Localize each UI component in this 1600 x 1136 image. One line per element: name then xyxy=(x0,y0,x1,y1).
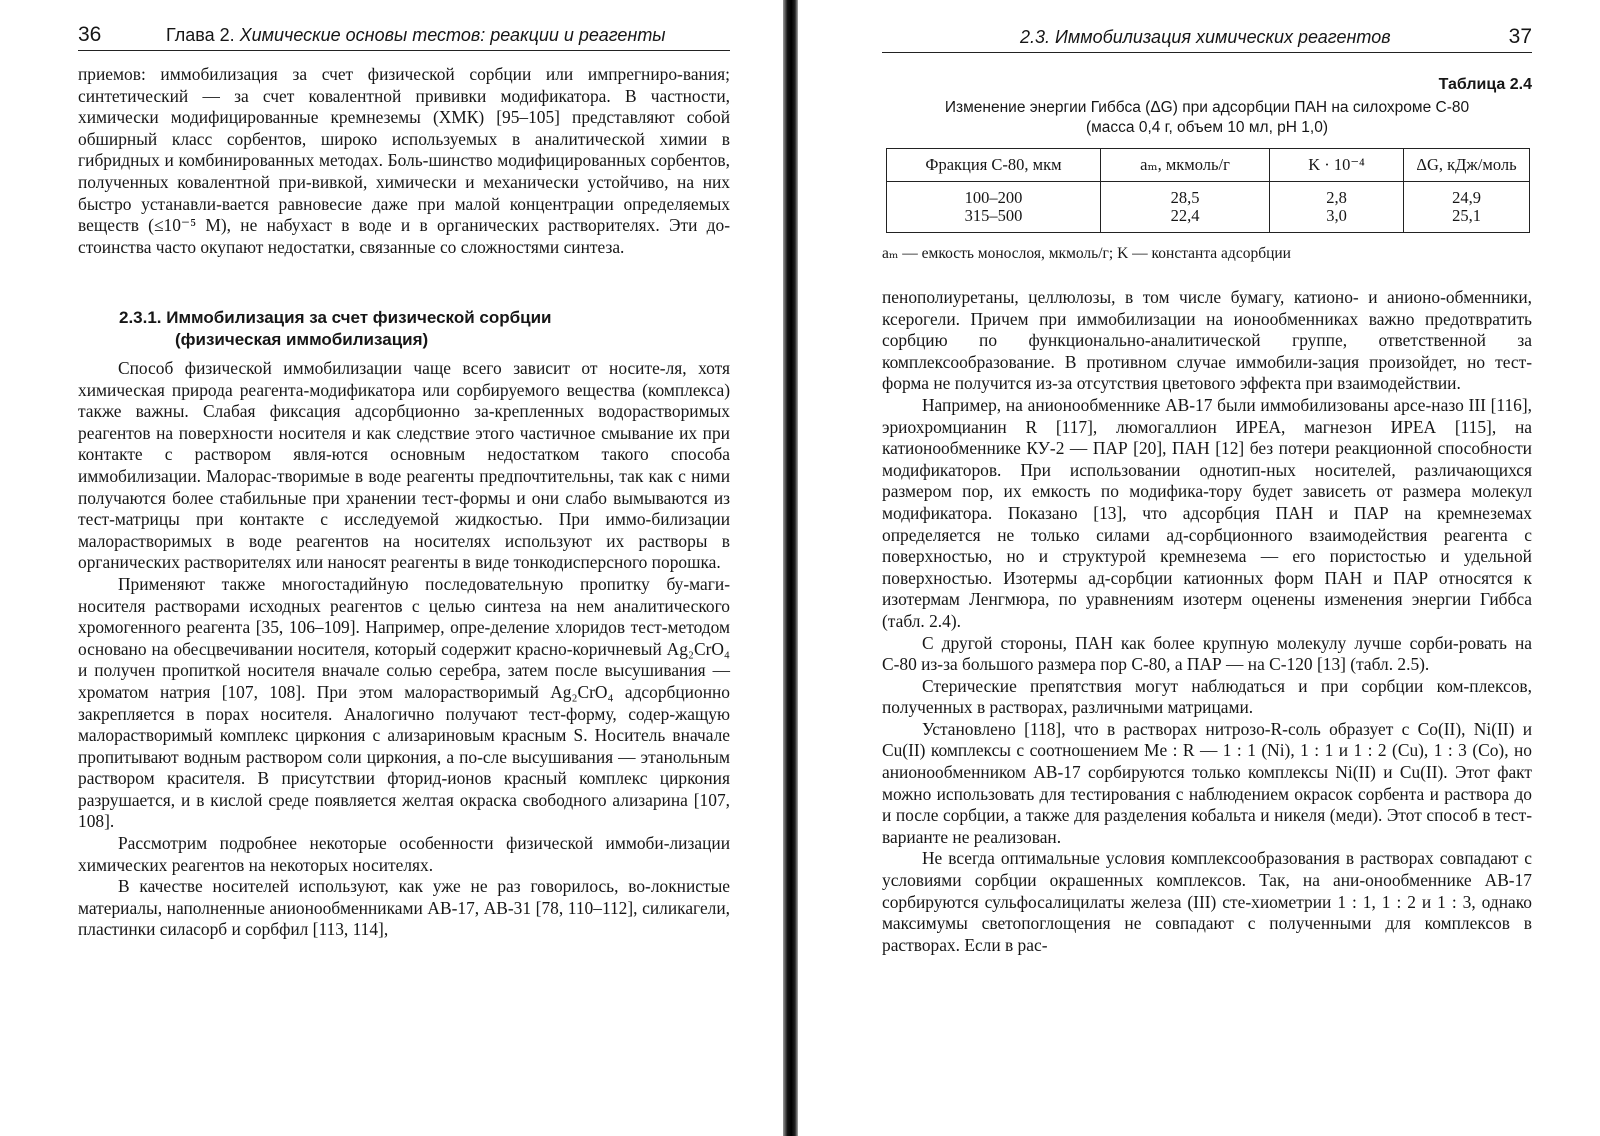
subsection-heading-line2: (физическая иммобилизация) xyxy=(175,330,429,349)
data-table xyxy=(886,148,1530,233)
table-row xyxy=(887,182,1530,208)
paragraph: Способ физической иммобилизации чаще всего зависит от носите-ля, хотя химическая природа реагента-модификатора или сорбируемого вещества (комплекса) также важны. Слабая фиксация адсорбционно за-крепленных водорастворимых реагентов на поверхности носителя и как следствие этого частичное смывание их при контакте с раствором явля-ются основным недостатком такого способа иммобилизации. Малорас-творимые в воде реагенты предпочтительны, так как с ними получаются более стабильные при хранении тест-формы и они слабо вымываются из тест-матрицы при контакте с исследуемой жидкостью. При иммо-билизации малорастворимых в воде реагентов на носителях используют их растворы в органических растворителях или наносят реагенты в виде тонкодисперсного порошка. xyxy=(78,358,730,573)
table-row xyxy=(887,207,1530,233)
column-header: ΔG, кДж/моль xyxy=(1404,149,1530,182)
intro-paragraph-block xyxy=(78,64,730,258)
paragraph: В качестве носителей используют, как уже не раз говорилось, во-локнистые материалы, наполненные анионообменниками АВ-17, АВ-31 [78, 110–112], силикагели, пластинки силасорб и сорбфил [113, 114], xyxy=(78,876,730,940)
paragraph: Рассмотрим подробнее некоторые особенности физической иммоби-лизации химических реагентов на некоторых носителях. xyxy=(78,833,730,875)
paragraph: Применяют также многостадийную последовательную пропитку бу-маги-носителя растворами исходных реагентов с целью синтеза на нем аналитического хромогенного реагента [35, 106–109]. Например, опре-деление хлоридов тест-методом основано на обесцвечивании носителя, который содержит красно-коричневый Ag₂CrO₄ и получен пропиткой носителя вначале солью серебра, затем после высушивания — хроматом натрия [107, 108]. При этом малорастворимый Ag₂CrO₄ адсорбционно закрепляется в порах носителя. Аналогично получают тест-форму, содер-жащую малорастворимый комплекс циркония с ализариновым красным S. Носитель вначале пропитывают водным раствором соли циркония, а по-сле высушивания — этанольным раствором красителя. В присутствии фторид-ионов красный комплекс циркония разрушается, и в кислой среде появляется желтая окраска свободного ализарина [107, 108]. xyxy=(78,573,730,832)
table-cell: 22,4 xyxy=(1101,207,1270,233)
book-spine-gutter xyxy=(783,0,798,1136)
subsection-heading-line1: 2.3.1. Иммобилизация за счет физической сорбции xyxy=(119,308,552,327)
table-cell: 2,8 xyxy=(1270,182,1404,208)
page-number-left: 36 xyxy=(78,23,102,46)
chapter-number: Глава 2. xyxy=(166,25,235,45)
paragraph: Стерические препятствия могут наблюдаться и при сорбции ком-плексов, полученных в растворах, различными матрицами. xyxy=(882,675,1532,718)
table-cell: 24,9 xyxy=(1404,182,1530,208)
running-head-left-text xyxy=(166,20,666,50)
paragraph: Установлено [118], что в растворах нитрозо-R-соль образует с Co(II), Ni(II) и Cu(II) комплексы с соотношением Me : R — 1 : 1 (Ni), 1 : 1 и 1 : 2 (Cu), 1 : 3 (Co), но анионообменником АВ-17 сорбируются только комплексы Ni(II) и Cu(II). Этот факт можно использовать для тестирования с наблюдением окрасок сорбента и раствора до и после сорбции, а также для разделения кобальта и никеля (меди). Этот способ в тест-варианте не реализован. xyxy=(882,718,1532,847)
paragraph: приемов: иммобилизация за счет физической сорбции или импрегниро-вания; синтетический — за счет ковалентной прививки модификатора. В частности, химически модифицированные кремнеземы (ХМК) [95–105] представляют собой обширный класс сорбентов, широко используемых в аналитической химии в гибридных и комбинированных методах. Боль-шинство модифицированных сорбентов, полученных ковалентной при-вивкой, химически и механически устойчиво, на них быстро устанавли-вается равновесие даже при малой концентрации определяемых веществ (≤10⁻⁵ М), не набухаст в воде и в органических растворителях. Эти до-стоинства часто окупают недостатки, связанные со сложностями синтеза. xyxy=(78,64,730,257)
subsection-heading xyxy=(119,307,679,351)
table-note: aₘ — емкость монослоя, мкмоль/г; K — константа адсорбции xyxy=(882,245,1291,262)
body-text-left xyxy=(78,358,730,941)
paragraph: пенополиуретаны, целлюлозы, в том числе бумагу, катионо- и анионо-обменники, ксерогели. Причем при иммобилизации на ионообменниках важно предотвратить сорбцию по функционально-аналитической группе, ответственной за комплексообразование. В противном случае иммобили-зация произойдет, но тест-форма не получится из-за отсутствия цветового эффекта при взаимодействии. xyxy=(882,287,1532,394)
section-title: 2.3. Иммобилизация химических реагентов xyxy=(1020,27,1391,47)
paragraph: Например, на анионообменнике АВ-17 были иммобилизованы арсе-назо III [116], эриохромцианин R [117], люмогаллион ИРЕА, магнезон ИРЕА [115], на катионообменнике КУ-2 — ПАР [20], ПАН [12] без потери реакционной способности модификаторов. При использовании однотип-ных носителей, различающихся размером пор, их емкость по модифика-тору будет зависеть от размера молекул модификатора. Показано [13], что адсорбция ПАН и ПАР на кремнеземах определяется не только силами ад-сорбционного взаимодействия реагента с поверхностью, но и структурой кремнезема — его пористостью и удельной поверхностью. Изотермы ад-сорбции катионных форм ПАН и ПАР относятся к изотермам Ленгмюра, по уравнениям изотерм оценены изменения энергии Гиббса (табл. 2.4). xyxy=(882,394,1532,631)
table-cell: 3,0 xyxy=(1270,207,1404,233)
paragraph: С другой стороны, ПАН как более крупную молекулу лучше сорби-ровать на С-80 из-за большого размера пор С-80, а ПАР — на С-120 [13] (табл. 2.5). xyxy=(882,632,1532,675)
table-label: Таблица 2.4 xyxy=(1438,76,1532,93)
table-cell: 315–500 xyxy=(887,207,1101,233)
running-head-left xyxy=(78,20,730,51)
column-header: aₘ, мкмоль/г xyxy=(1101,149,1270,182)
column-header: K · 10⁻⁴ xyxy=(1270,149,1404,182)
table-cell: 100–200 xyxy=(887,182,1101,208)
page-number-right: 37 xyxy=(1508,25,1532,48)
running-head-right xyxy=(882,22,1532,53)
right-page xyxy=(800,0,1600,1136)
table-header-row xyxy=(887,149,1530,182)
table-caption-line2: (масса 0,4 г, объем 10 мл, рН 1,0) xyxy=(1085,119,1329,136)
table-cell: 25,1 xyxy=(1404,207,1530,233)
table-caption xyxy=(882,98,1532,138)
body-text-right xyxy=(882,287,1532,956)
chapter-title: Химические основы тестов: реакции и реагенты xyxy=(239,25,666,45)
paragraph: Не всегда оптимальные условия комплексообразования в растворах совпадают с условиями сорбции окрашенных комплексов. Так, на ани-онообменнике АВ-17 сорбируются сульфосалицилаты железа (III) сте-хиометрии 1 : 1, 1 : 2 и 1 : 3, однако максимумы светопоглощения не совпадают с полученными для комплексов в растворах. Если в рас- xyxy=(882,848,1532,955)
table-cell: 28,5 xyxy=(1101,182,1270,208)
table-caption-line1: Изменение энергии Гиббса (ΔG) при адсорбции ПАН на силохроме С-80 xyxy=(944,99,1470,116)
column-header: Фракция С-80, мкм xyxy=(887,149,1101,182)
left-page xyxy=(0,0,780,1136)
